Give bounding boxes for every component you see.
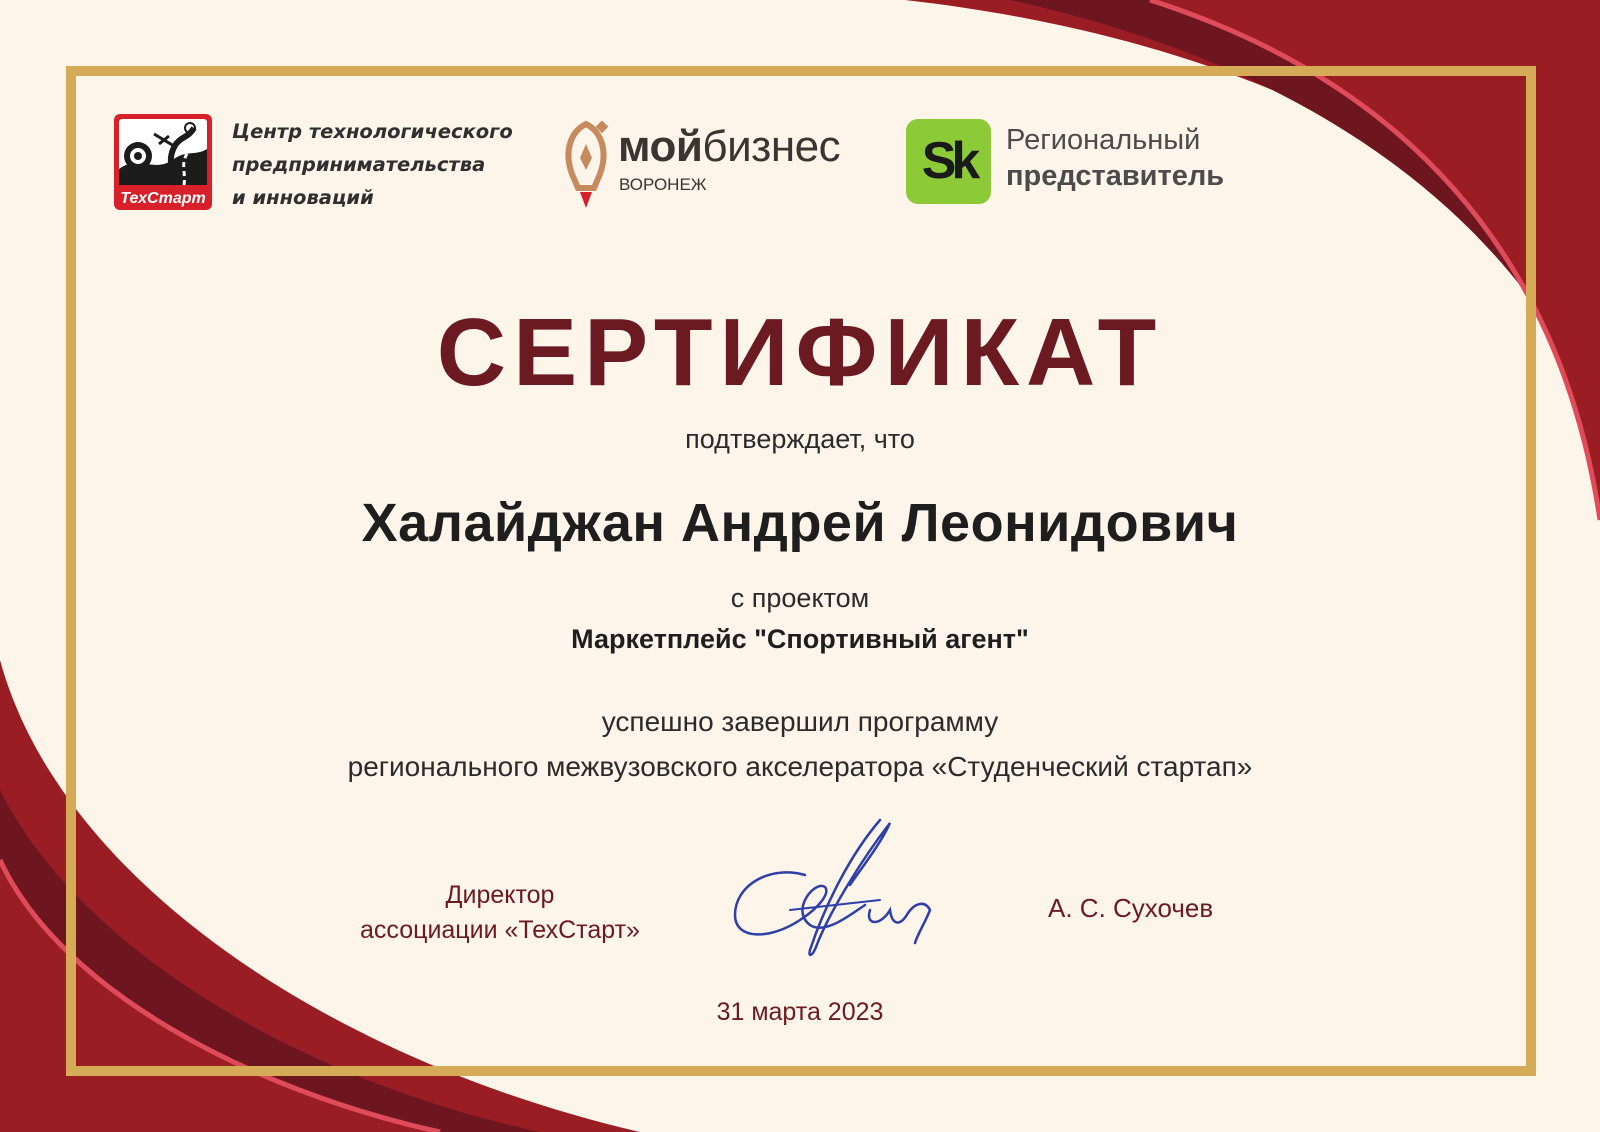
techstart-caption-line-3: и инноваций bbox=[232, 186, 374, 209]
handwritten-signature bbox=[730, 815, 950, 965]
techstart-caption bbox=[232, 115, 542, 214]
program-name: регионального межвузовского акселератора «Студенческий стартап» bbox=[347, 751, 1253, 782]
certificate-date: 31 марта 2023 bbox=[716, 998, 884, 1026]
moibiznes-city: ВОРОНЕЖ bbox=[619, 175, 707, 194]
completed-text: успешно завершил программу bbox=[601, 706, 999, 737]
skolkovo-logo: Sk bbox=[906, 119, 991, 204]
signer-position-line-1: Директор bbox=[445, 881, 555, 909]
techstart-logo-badge: ТехСтарт bbox=[120, 190, 206, 207]
certificate-title: СЕРТИФИКАТ bbox=[436, 299, 1164, 406]
skolkovo-caption-line-1: Региональный bbox=[1006, 124, 1201, 156]
signer-position-line-2: ассоциации «ТехСтарт» bbox=[360, 916, 640, 944]
project-name: Маркетплейс "Спортивный агент" bbox=[571, 624, 1029, 654]
moibiznes-logo-regular: бизнес bbox=[702, 122, 841, 171]
signer-position bbox=[300, 878, 700, 948]
signer-name: А. С. Сухочев bbox=[1048, 893, 1214, 923]
rocket-pin-icon bbox=[562, 118, 610, 210]
recipient-name: Халайджан Андрей Леонидович bbox=[361, 493, 1239, 553]
moibiznes-logo-bold: мой bbox=[618, 122, 703, 171]
moibiznes-logo-text bbox=[618, 122, 840, 172]
skolkovo-caption-line-2: представитель bbox=[1006, 160, 1225, 192]
techstart-logo bbox=[114, 114, 212, 210]
with-project-text: с проектом bbox=[730, 583, 870, 613]
techstart-caption-line-1: Центр технологического bbox=[232, 120, 513, 143]
confirms-text: подтверждает, что bbox=[685, 424, 915, 454]
techstart-caption-line-2: предпринимательства bbox=[232, 153, 486, 176]
